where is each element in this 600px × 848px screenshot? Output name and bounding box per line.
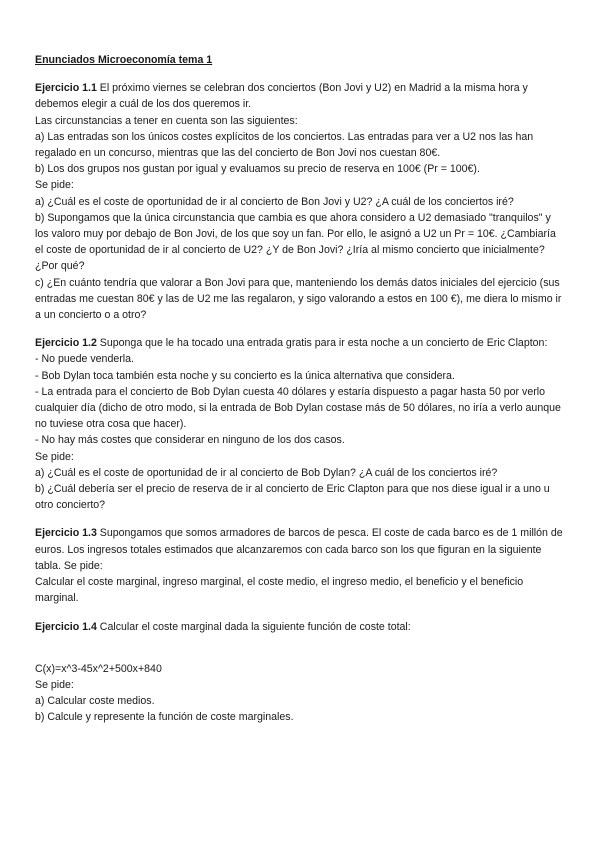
exercise-line: Se pide: (35, 678, 74, 691)
exercise-line: a) Las entradas son los únicos costes explícitos de los conciertos. Las entradas para ver a U2 nos las han regalado en un concurso, mientras que las del concierto de Bon Jovi nos cuestan 80€. (35, 130, 534, 160)
exercise-line: Calcular el coste marginal, ingreso marginal, el coste medio, el ingreso medio, el beneficio y el beneficio marginal. (35, 576, 524, 605)
exercise-line: - No puede venderla. (35, 353, 134, 366)
exercise-line: Las circunstancias a tener en cuenta son las siguientes: (35, 114, 298, 127)
exercise-1-3-label: Ejercicio 1.3 (35, 527, 97, 540)
exercise-line: b) ¿Cuál debería ser el precio de reserva de ir al concierto de Eric Clapton para que nos diese igual ir a uno u otro concierto? (35, 483, 550, 512)
exercise-line: Se pide: (35, 450, 74, 463)
exercise-line: a) Calcular coste medios. (35, 695, 155, 708)
exercise-line: Se pide: (35, 179, 74, 192)
exercise-1-1-intro: Ejercicio 1.1 El próximo viernes se celebran dos conciertos (Bon Jovi y U2) en Madrid a la misma hora y debemos elegir a cuál de los dos queremos ir. (35, 82, 528, 111)
exercise-1-2-label: Ejercicio 1.2 (35, 337, 97, 350)
exercise-line: b) Los dos grupos nos gustan por igual y evaluamos su precio de reserva en 100€ (Pr = 100€). (35, 163, 480, 176)
exercise-line: a) ¿Cuál es el coste de oportunidad de ir al concierto de Bon Jovi y U2? ¿A cuál de los conciertos iré? (35, 195, 514, 208)
exercise-1-4 (35, 619, 567, 726)
exercise-line: - Bob Dylan toca también esta noche y su concierto es la única alternativa que considera. (35, 369, 455, 382)
exercise-1-2-intro: Ejercicio 1.2 Suponga que le ha tocado una entrada gratis para ir esta noche a un concierto de Eric Clapton: (35, 337, 548, 350)
exercise-1-1 (35, 80, 567, 323)
exercise-1-1-label: Ejercicio 1.1 (35, 82, 97, 95)
exercise-line: - No hay más costes que considerar en ninguno de los dos casos. (35, 434, 345, 447)
exercise-1-2 (35, 335, 567, 513)
exercise-1-3-intro: Ejercicio 1.3 Supongamos que somos armadores de barcos de pesca. El coste de cada barco es de 1 millón de euros. Los ingresos totales estimados que alcanzaremos con cada barco son los que figuran en la siguiente tabla. Se pide: (35, 527, 563, 572)
exercise-line: b) Calcule y represente la función de coste marginales. (35, 711, 294, 724)
exercise-line: a) ¿Cuál es el coste de oportunidad de ir al concierto de Bob Dylan? ¿A cuál de los conciertos iré? (35, 466, 498, 479)
document-page (35, 52, 567, 738)
exercise-line: c) ¿En cuánto tendría que valorar a Bon Jovi para que, manteniendo los demás datos iniciales del ejercicio (sus entradas me cuestan 80€ y las de U2 me las regalaron, y sigo valorando a estos en 100 €), me diera lo mismo ir a un concierto o a otro? (35, 276, 562, 322)
exercise-1-4-intro: Ejercicio 1.4 Calcular el coste marginal dada la siguiente función de coste total: (35, 620, 411, 633)
exercise-line: b) Supongamos que la única circunstancia que cambia es que ahora considero a U2 demasiado "tranquilos" y los valoro muy por debajo de Bon Jovi, de los que soy un fan. Por ello, le asignó a U2 un Pr = 10€. ¿Cambiaría el coste de oportunidad de ir al concierto de U2? ¿Y de Bon Jovi? ¿Iría al mismo concierto que inicialmente? ¿Por qué? (35, 211, 556, 273)
exercise-1-4-label: Ejercicio 1.4 (35, 620, 97, 633)
cost-function: C(x)=x^3-45x^2+500x+840 (35, 662, 162, 675)
blank-space (35, 635, 567, 661)
exercise-line: - La entrada para el concierto de Bob Dylan cuesta 40 dólares y estaría dispuesto a pagar hasta 50 por verlo cualquier día (dicho de otro modo, si la entrada de Bob Dylan costase más de 50 dólares, no iría a verlo aunque no tuviese otra cosa que hacer). (35, 385, 561, 431)
document-title: Enunciados Microeconomía tema 1 (35, 54, 213, 66)
exercise-1-3 (35, 525, 567, 606)
